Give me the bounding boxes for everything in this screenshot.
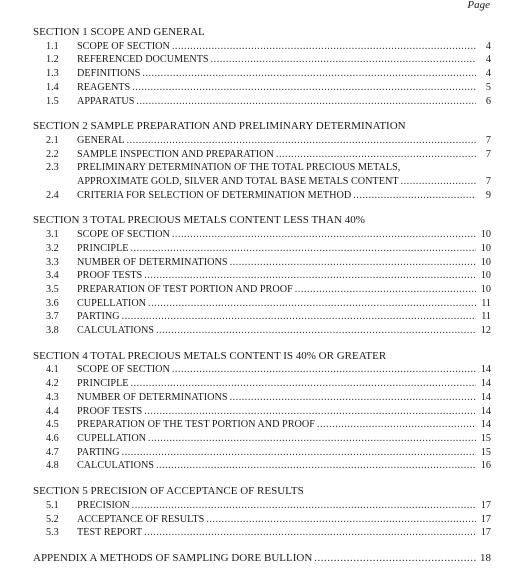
entry-page-number: 11 — [481, 311, 491, 323]
appendix-page-number: 18 — [480, 551, 491, 564]
entry-title: REAGENTS — [77, 81, 131, 93]
entry-number: 4.2 — [46, 378, 59, 390]
toc-entry[interactable] — [33, 363, 491, 377]
entry-page-number: 4 — [485, 40, 491, 52]
dot-leader — [136, 95, 476, 109]
dot-leader — [206, 513, 476, 527]
toc-entry[interactable] — [33, 256, 491, 270]
toc-section — [33, 350, 491, 473]
entry-number: 1.2 — [46, 54, 59, 66]
entry-number: 3.7 — [46, 311, 59, 323]
section-heading: SECTION 1 SCOPE AND GENERAL — [33, 26, 205, 38]
toc-entry[interactable] — [33, 418, 491, 432]
entry-number: 2.2 — [46, 148, 59, 160]
entry-number: 3.1 — [46, 229, 59, 241]
dot-leader — [295, 283, 476, 297]
entry-page-number: 10 — [480, 242, 491, 254]
entry-title: PRINCIPLE — [77, 242, 129, 254]
entry-page-number: 5 — [485, 81, 491, 93]
entry-number: 2.4 — [46, 189, 59, 201]
entry-title: NUMBER OF DETERMINATIONS — [77, 256, 228, 268]
dot-leader — [122, 446, 476, 460]
entry-title: PROOF TESTS — [77, 270, 143, 282]
entry-page-number: 14 — [480, 364, 491, 376]
toc-entry[interactable] — [33, 40, 491, 54]
toc-entry-continuation[interactable] — [33, 175, 491, 189]
appendix-entry[interactable] — [33, 552, 491, 566]
entry-title-continued: APPROXIMATE GOLD, SILVER AND TOTAL BASE METALS CONTENT — [77, 176, 399, 188]
toc-entry[interactable] — [33, 459, 491, 473]
dot-leader — [144, 269, 476, 283]
entry-number: 3.3 — [46, 256, 59, 268]
entry-page-number: 10 — [480, 283, 491, 295]
dot-leader — [401, 175, 476, 189]
entry-page-number: 17 — [480, 527, 491, 539]
toc-entry[interactable] — [33, 377, 491, 391]
entry-page-number: 4 — [485, 68, 491, 80]
entry-page-number: 17 — [480, 513, 491, 525]
entry-title: PRINCIPLE — [77, 378, 129, 390]
entry-title: SCOPE OF SECTION — [77, 229, 170, 241]
entry-title: PRECISION — [77, 499, 130, 511]
entry-number: 3.4 — [46, 270, 59, 282]
entry-title: CRITERIA FOR SELECTION OF DETERMINATION METHOD — [77, 189, 352, 201]
entry-page-number: 12 — [480, 325, 491, 337]
toc-entry[interactable] — [33, 391, 491, 405]
dot-leader — [148, 432, 476, 446]
appendix-title: APPENDIX A METHODS OF SAMPLING DORE BULLION — [33, 551, 313, 564]
dot-leader — [131, 377, 476, 391]
entry-number: 3.5 — [46, 283, 59, 295]
entry-title: CUPELLATION — [77, 432, 147, 444]
toc-section — [33, 214, 491, 337]
entry-number: 3.2 — [46, 242, 59, 254]
toc-entry[interactable] — [33, 189, 491, 203]
entry-number: 5.3 — [46, 527, 59, 539]
entry-title: PARTING — [77, 311, 120, 323]
section-heading: SECTION 2 SAMPLE PREPARATION AND PRELIMINARY DETERMINATION — [33, 120, 406, 133]
toc-section — [33, 485, 491, 540]
entry-page-number: 4 — [485, 54, 491, 66]
entry-title: SCOPE OF SECTION — [77, 364, 170, 376]
entry-title: ACCEPTANCE OF RESULTS — [77, 513, 205, 525]
entry-page-number: 14 — [480, 419, 491, 431]
entry-page-number: 11 — [481, 297, 491, 309]
dot-leader — [172, 228, 476, 242]
dot-leader — [156, 324, 476, 338]
toc-entry[interactable] — [33, 324, 491, 338]
section-heading: SECTION 4 TOTAL PRECIOUS METALS CONTENT IS 40% OR GREATER — [33, 349, 387, 362]
toc-entry[interactable] — [33, 526, 491, 540]
toc-entry[interactable] — [33, 228, 491, 242]
entry-page-number: 17 — [480, 499, 491, 511]
toc-section — [33, 26, 491, 108]
entry-title: GENERAL — [77, 134, 125, 146]
dot-leader — [144, 405, 476, 419]
dot-leader — [142, 67, 476, 81]
toc-entry[interactable] — [33, 81, 491, 95]
entry-number: 1.5 — [46, 95, 59, 107]
entry-page-number: 6 — [485, 95, 491, 107]
entry-number: 4.6 — [46, 432, 59, 444]
toc-entry[interactable] — [33, 432, 491, 446]
dot-leader — [211, 53, 476, 67]
entry-title: CALCULATIONS — [77, 460, 154, 472]
entry-title: DEFINITIONS — [77, 68, 141, 80]
entry-title: PREPARATION OF THE TEST PORTION AND PROOF — [77, 419, 315, 431]
entry-number: 4.7 — [46, 446, 59, 458]
section-heading: SECTION 3 TOTAL PRECIOUS METALS CONTENT LESS THAN 40% — [33, 214, 365, 227]
entry-title: APPARATUS — [77, 95, 135, 107]
dot-leader — [230, 391, 476, 405]
entry-number: 2.3 — [46, 162, 59, 174]
toc-entry[interactable] — [33, 95, 491, 109]
toc-entry[interactable] — [33, 297, 491, 311]
entry-title: PRELIMINARY DETERMINATION OF THE TOTAL PRECIOUS METALS, — [77, 162, 401, 174]
entry-number: 4.5 — [46, 419, 59, 431]
dot-leader — [276, 148, 476, 162]
entry-page-number: 7 — [485, 176, 491, 188]
entry-page-number: 10 — [480, 270, 491, 282]
toc-entry[interactable] — [33, 513, 491, 527]
dot-leader — [131, 242, 476, 256]
dot-leader — [172, 363, 476, 377]
toc-entry[interactable] — [33, 283, 491, 297]
entry-number: 2.1 — [46, 134, 59, 146]
entry-number: 1.4 — [46, 81, 59, 93]
toc-section — [33, 120, 491, 202]
dot-leader — [317, 418, 476, 432]
entry-page-number: 10 — [480, 256, 491, 268]
toc-entry[interactable] — [33, 405, 491, 419]
entry-title: REFERENCED DOCUMENTS — [77, 54, 209, 66]
entry-title: CALCULATIONS — [77, 325, 154, 337]
toc-entry[interactable] — [33, 242, 491, 256]
dot-leader — [172, 40, 476, 54]
table-of-contents — [33, 26, 491, 566]
entry-title: PARTING — [77, 446, 120, 458]
dot-leader — [132, 499, 476, 513]
toc-entry[interactable] — [33, 53, 491, 67]
entry-title: CUPELLATION — [77, 297, 147, 309]
entry-page-number: 9 — [485, 189, 491, 201]
entry-page-number: 14 — [480, 391, 491, 403]
dot-leader — [144, 526, 476, 540]
entry-number: 3.8 — [46, 325, 59, 337]
entry-number: 1.1 — [46, 40, 59, 52]
toc-entry[interactable] — [33, 148, 491, 162]
entry-title: PROOF TESTS — [77, 405, 143, 417]
dot-leader — [148, 297, 476, 311]
entry-page-number: 15 — [480, 446, 491, 458]
entry-title: PREPARATION OF TEST PORTION AND PROOF — [77, 283, 293, 295]
toc-entry[interactable] — [33, 134, 491, 148]
entry-page-number: 14 — [480, 405, 491, 417]
dot-leader — [127, 134, 476, 148]
dot-leader — [353, 189, 476, 203]
entry-page-number: 10 — [480, 229, 491, 241]
toc-entry[interactable] — [33, 269, 491, 283]
section-heading: SECTION 5 PRECISION OF ACCEPTANCE OF RESULTS — [33, 485, 304, 498]
entry-title: SAMPLE INSPECTION AND PREPARATION — [77, 148, 274, 160]
entry-title: SCOPE OF SECTION — [77, 40, 170, 52]
entry-number: 4.3 — [46, 391, 59, 403]
page-column-label: Page — [467, 0, 490, 11]
entry-number: 5.1 — [46, 499, 59, 511]
entry-number: 3.6 — [46, 297, 59, 309]
dot-leader — [122, 310, 476, 324]
toc-entry[interactable] — [33, 161, 491, 175]
entry-page-number: 15 — [480, 432, 491, 444]
entry-title: TEST REPORT — [77, 527, 143, 539]
dot-leader — [156, 459, 476, 473]
toc-entry[interactable] — [33, 446, 491, 460]
entry-number: 4.4 — [46, 405, 59, 417]
entry-number: 4.8 — [46, 460, 59, 472]
entry-number: 1.3 — [46, 68, 59, 80]
toc-entry[interactable] — [33, 67, 491, 81]
toc-entry[interactable] — [33, 310, 491, 324]
entry-page-number: 7 — [485, 148, 491, 160]
toc-entry[interactable] — [33, 499, 491, 513]
entry-page-number: 14 — [480, 378, 491, 390]
entry-number: 4.1 — [46, 364, 59, 376]
dot-leader — [132, 81, 476, 95]
entry-page-number: 16 — [480, 460, 491, 472]
dot-leader — [230, 256, 476, 270]
dot-leader — [314, 552, 476, 566]
entry-title: NUMBER OF DETERMINATIONS — [77, 391, 228, 403]
entry-page-number: 7 — [485, 134, 491, 146]
entry-number: 5.2 — [46, 513, 59, 525]
